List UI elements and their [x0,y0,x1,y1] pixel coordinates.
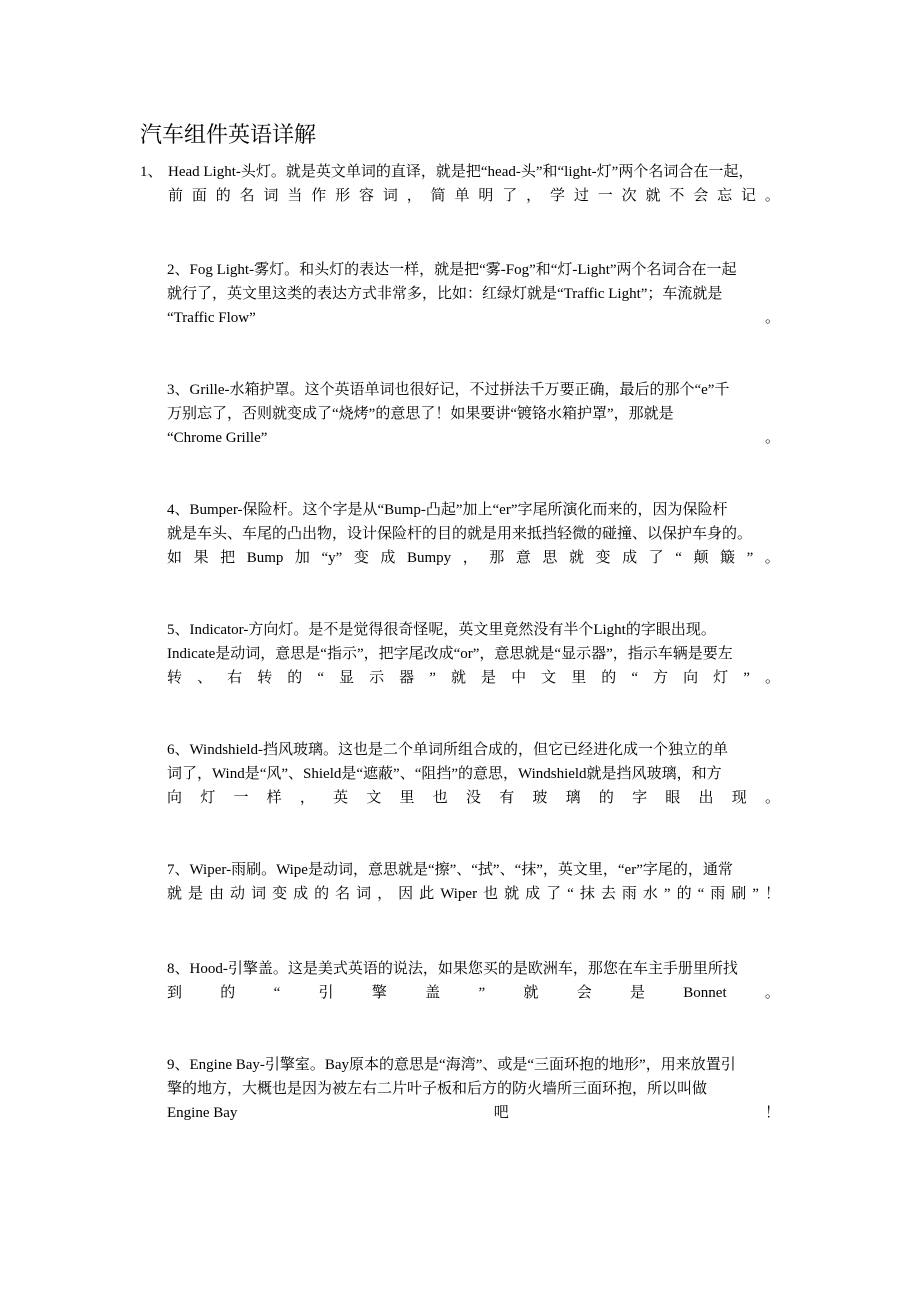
list-item-9 [167,1053,780,1125]
item-line: 8、Hood-引擎盖。这是美式英语的说法，如果您买的是欧洲车，那您在车主手册里所找 [167,961,738,977]
word: 玻 [532,790,548,806]
word: Wiper [440,886,478,902]
word: 就 [645,188,661,204]
word: 变 [272,886,288,902]
item-line: 9、Engine Bay-引擎室。Bay原本的意思是“海湾”、或是“三面环抱的地形”，用来放置引 [167,1057,736,1073]
item-line: Head Light-头灯。就是英文单词的直译，就是把“head-头”和“light-灯”两个名词合在一起， [168,164,754,180]
word: 变 [595,550,611,566]
item-line-justified [167,981,780,1005]
word: 转 [167,670,183,686]
word: ， [526,188,542,204]
word: ” [743,670,750,686]
item-line-justified [167,1101,780,1125]
word: 示 [369,670,385,686]
word: 英 [333,790,349,806]
word: 文 [541,670,557,686]
word: 一 [597,188,613,204]
word: ， [299,790,315,806]
word: 学 [550,188,566,204]
word: 。 [764,790,780,806]
word: 简 [430,188,446,204]
item-line: Indicate是动词，意思是“指示”，把字尾改成“or”，意思就是“显示器”，指示车辆是要左 [167,646,733,662]
word: 作 [311,188,327,204]
word: 、 [197,670,213,686]
word: 里 [399,790,415,806]
item-line-justified [167,306,780,330]
word: 词 [382,188,398,204]
word: Bump [246,550,284,566]
word: 抹 [579,886,595,902]
word: 意 [515,550,531,566]
word: 吧 [493,1105,509,1121]
word: 的 [598,790,614,806]
word: 里 [571,670,587,686]
word: 现 [731,790,747,806]
item-number: 1、 [140,164,163,180]
word: “Chrome Grille” [167,430,268,446]
word: 。 [764,310,780,326]
item-line: 4、Bumper-保险杆。这个字是从“Bump-凸起”加上“er”字尾所演化而来的，因为保险杆 [167,502,728,518]
word: 。 [764,188,780,204]
word: 单 [454,188,470,204]
word: 次 [621,188,637,204]
word: 的 [676,886,692,902]
word: 灯 [200,790,216,806]
word: 当 [287,188,303,204]
word: 到 [167,985,183,1001]
word: 成 [622,550,638,566]
word: “Traffic Flow” [167,310,256,326]
word: 面 [191,188,207,204]
word: 是 [481,670,497,686]
item-line: 2、Fog Light-雾灯。和头灯的表达一样，就是把“雾-Fog”和“灯-Light”两个名词合在一起 [167,262,737,278]
word: 没 [465,790,481,806]
word: 擎 [371,985,387,1001]
word: 就 [568,550,584,566]
word: 名 [239,188,255,204]
word: 向 [167,790,183,806]
word: 就 [523,985,539,1001]
word: 显 [339,670,355,686]
item-line: 3、Grille-水箱护罩。这个英语单词也很好记，不过拼法千万要正确，最后的那个“e”千 [167,382,730,398]
word: 一 [233,790,249,806]
word: 就 [450,670,466,686]
word: 簸 [720,550,736,566]
word: 文 [366,790,382,806]
word: 思 [542,550,558,566]
word: Bumpy [406,550,452,566]
word: 刷 [731,886,747,902]
word: ” [478,985,486,1001]
word: 有 [499,790,515,806]
word: 也 [432,790,448,806]
word: 就 [167,886,183,902]
word: 眼 [665,790,681,806]
word: 由 [209,886,225,902]
word: 词 [356,886,372,902]
word: 过 [573,188,589,204]
word: 成 [293,886,309,902]
word: “ [317,670,324,686]
word: “ [675,550,682,566]
word: 变 [353,550,369,566]
item-line-justified [168,184,780,208]
item-line: 5、Indicator-方向灯。是不是觉得很奇怪呢，英文里竟然没有半个Light的字眼出现。 [167,622,716,638]
item-line-justified [167,882,780,906]
word: 了 [648,550,664,566]
word: 名 [335,886,351,902]
word: 成 [380,550,396,566]
word: ， [406,188,422,204]
word: 了 [546,886,562,902]
word: 字 [632,790,648,806]
word: ！ [764,886,780,902]
item-line: 擎的地方，大概也是因为被左右二片叶子板和后方的防火墙所三面环抱，所以叫做 [167,1081,708,1097]
document-title: 汽车组件英语详解 [140,122,317,147]
item-line: 就是车头、车尾的凸出物，设计保险杆的目的就是用来抵挡轻微的碰撞、以保护车身的。 [167,526,753,542]
list-item-7 [167,858,780,906]
word: 加 [294,550,310,566]
word: 璃 [565,790,581,806]
word: ” [429,670,436,686]
list-item-4 [167,498,780,570]
word: 颠 [693,550,709,566]
word: 中 [511,670,527,686]
word: 就 [504,886,520,902]
word: 引 [318,985,334,1001]
word: 雨 [710,886,726,902]
item-line: 万别忘了，否则就变成了“烧烤”的意思了！如果要讲“镀铬水箱护罩”，那就是 [167,406,674,422]
word: 那 [489,550,505,566]
word: 前 [168,188,184,204]
word: ” [752,886,759,902]
word: 雨 [621,886,637,902]
word: 的 [314,886,330,902]
word: Engine Bay [167,1105,238,1121]
word: “ [567,886,574,902]
word: 的 [220,985,236,1001]
word: 。 [764,670,780,686]
word: ” [663,886,671,902]
item-line: 词了，Wind是“风”、Shield是“遮蔽”、“阻挡”的意思，Windshield就是挡风玻璃，和方 [167,766,722,782]
word: “ [273,985,281,1001]
list-item-6 [167,738,780,810]
word: 成 [525,886,541,902]
word: 此 [419,886,435,902]
word: “ [631,670,638,686]
word: 词 [263,188,279,204]
word: 不 [669,188,685,204]
word: 记 [741,188,757,204]
word: 是 [629,985,645,1001]
list-item-5 [167,618,780,690]
word: 向 [683,670,699,686]
word: 盖 [425,985,441,1001]
item-line-justified [167,546,780,570]
word: 灯 [713,670,729,686]
word: 词 [251,886,267,902]
word: “y” [321,550,343,566]
word: 去 [600,886,616,902]
word: 因 [398,886,414,902]
word: 容 [359,188,375,204]
word: 右 [227,670,243,686]
item-line-justified [167,666,780,690]
list-item-3 [167,378,780,450]
word: Bonnet [683,985,727,1001]
word: 样 [266,790,282,806]
word: 方 [653,670,669,686]
item-line-justified [167,786,780,810]
word: ， [377,886,393,902]
word: 如 [167,550,183,566]
word: 会 [576,985,592,1001]
word: “ [697,886,705,902]
word: 器 [399,670,415,686]
item-line: 就行了，英文里这类的表达方式非常多，比如：红绿灯就是“Traffic Light”；车流就是 [167,286,723,302]
word: 把 [220,550,236,566]
list-item-8 [167,957,780,1005]
item-line: 7、Wiper-雨刷。Wipe是动词，意思就是“擦”、“拭”、“抹”，英文里，“er”字尾的，通常 [167,862,733,878]
word: 的 [287,670,303,686]
word: 。 [764,430,780,446]
word: 动 [230,886,246,902]
list-item-2 [167,258,780,330]
item-line-justified [167,426,780,450]
word: 果 [193,550,209,566]
word: ” [746,550,754,566]
word: 忘 [717,188,733,204]
word: 也 [483,886,499,902]
word: 是 [188,886,204,902]
word: 。 [764,550,780,566]
word: 会 [693,188,709,204]
word: ， [462,550,478,566]
word: ！ [764,1105,780,1121]
word: 转 [257,670,273,686]
word: 的 [215,188,231,204]
word: 水 [642,886,658,902]
word: 了 [502,188,518,204]
word: 出 [698,790,714,806]
word: 。 [764,985,780,1001]
word: 形 [335,188,351,204]
item-line: 6、Windshield-挡风玻璃。这也是二个单词所组合成的，但它已经进化成一个独立的单 [167,742,729,758]
item-body [168,160,780,208]
word: 的 [601,670,617,686]
word: 明 [478,188,494,204]
